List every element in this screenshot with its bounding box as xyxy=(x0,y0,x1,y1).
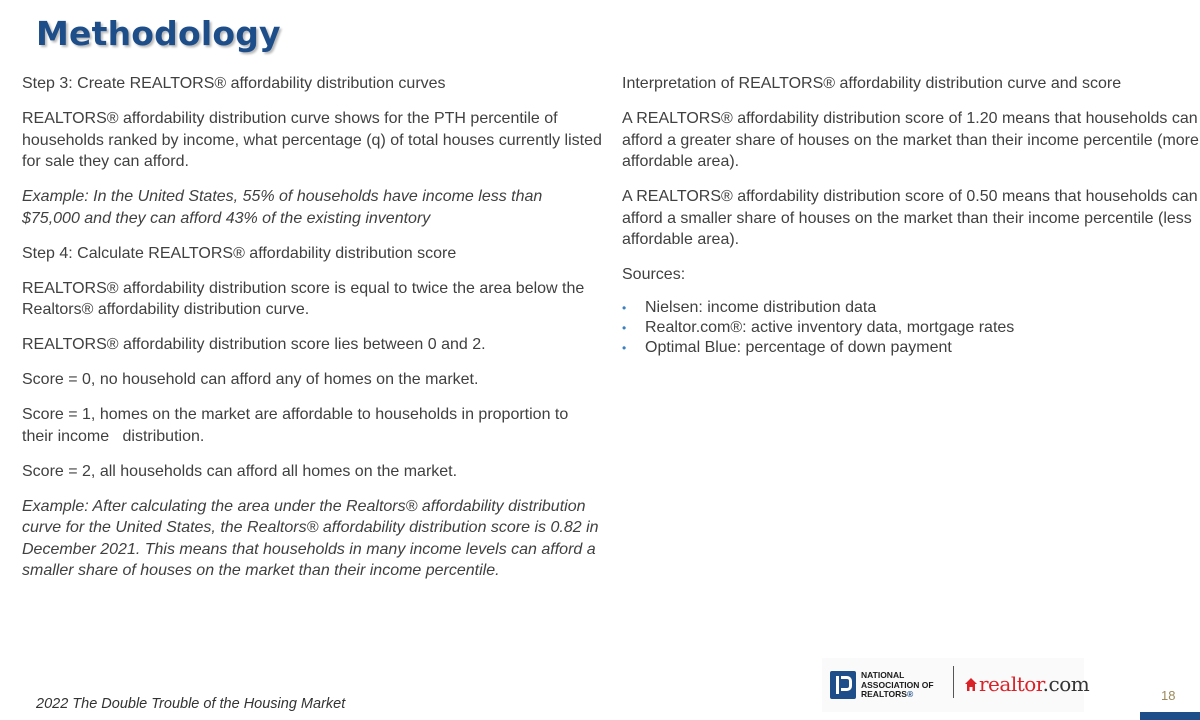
source-item xyxy=(622,298,1200,318)
source-text: Optimal Blue: percentage of down payment xyxy=(645,339,952,356)
corner-accent-bar xyxy=(1140,712,1200,720)
footer-report-title: 2022 The Double Trouble of the Housing Market xyxy=(36,696,346,712)
page-number: 18 xyxy=(1161,688,1176,703)
logo-divider xyxy=(953,666,954,698)
step3-heading: Step 3: Create REALTORS® affordability distribution curves xyxy=(22,75,446,92)
score-high-interpretation: A REALTORS® affordability distribution score of 1.20 means that households can afford a greater share of houses on the market than their income percentile (more affordable area). xyxy=(622,110,1199,170)
right-column xyxy=(622,73,1200,358)
step4-description: REALTORS® affordability distribution score is equal to twice the area below the Realtors® affordability distribution curve. xyxy=(22,279,585,318)
left-column xyxy=(22,73,602,595)
score-low-interpretation: A REALTORS® affordability distribution score of 0.50 means that households can afford a smaller share of houses on the market than their income percentile (less affordable area). xyxy=(622,188,1198,248)
logo-strip xyxy=(822,658,1090,712)
realtor-com-logo: realtor.com xyxy=(979,672,1090,696)
bullet-icon: • xyxy=(622,321,627,335)
source-text: Nielsen: income distribution data xyxy=(645,299,877,316)
slide-title: Methodology xyxy=(36,14,281,53)
bullet-icon: • xyxy=(622,341,627,355)
score-range: REALTORS® affordability distribution score lies between 0 and 2. xyxy=(22,336,486,353)
example-inventory: Example: In the United States, 55% of households have income less than $75,000 and they can afford 43% of the existing inventory xyxy=(22,188,543,227)
score-one: Score = 1, homes on the market are affordable to households in proportion to their income distribution. xyxy=(22,406,573,445)
house-icon xyxy=(965,678,977,692)
sources-list xyxy=(622,298,1200,358)
step3-description: REALTORS® affordability distribution curve shows for the PTH percentile of households ranked by income, what percentage (q) of total houses currently listed for sale they can afford. xyxy=(22,110,602,170)
sources-label: Sources: xyxy=(622,266,686,283)
example-us-score: Example: After calculating the area under the Realtors® affordability distribution curve for the United States, the Realtors® affordability distribution score is 0.82 in December 2021. This means that households in many income levels can afford a smaller share of houses on the market than their income percentile. xyxy=(22,497,599,579)
bullet-icon: • xyxy=(622,301,627,315)
score-two: Score = 2, all households can afford all homes on the market. xyxy=(22,462,458,480)
source-item xyxy=(622,318,1200,338)
score-zero: Score = 0, no household can afford any of homes on the market. xyxy=(22,371,479,388)
nar-logo-icon xyxy=(830,671,856,699)
source-text: Realtor.com®: active inventory data, mortgage rates xyxy=(645,319,1015,336)
source-item xyxy=(622,338,1200,358)
nar-logo-text: NATIONAL ASSOCIATION OF REALTORS® xyxy=(861,670,934,699)
interpretation-heading: Interpretation of REALTORS® affordability distribution curve and score xyxy=(622,75,1122,92)
step4-heading: Step 4: Calculate REALTORS® affordability distribution score xyxy=(22,244,457,262)
